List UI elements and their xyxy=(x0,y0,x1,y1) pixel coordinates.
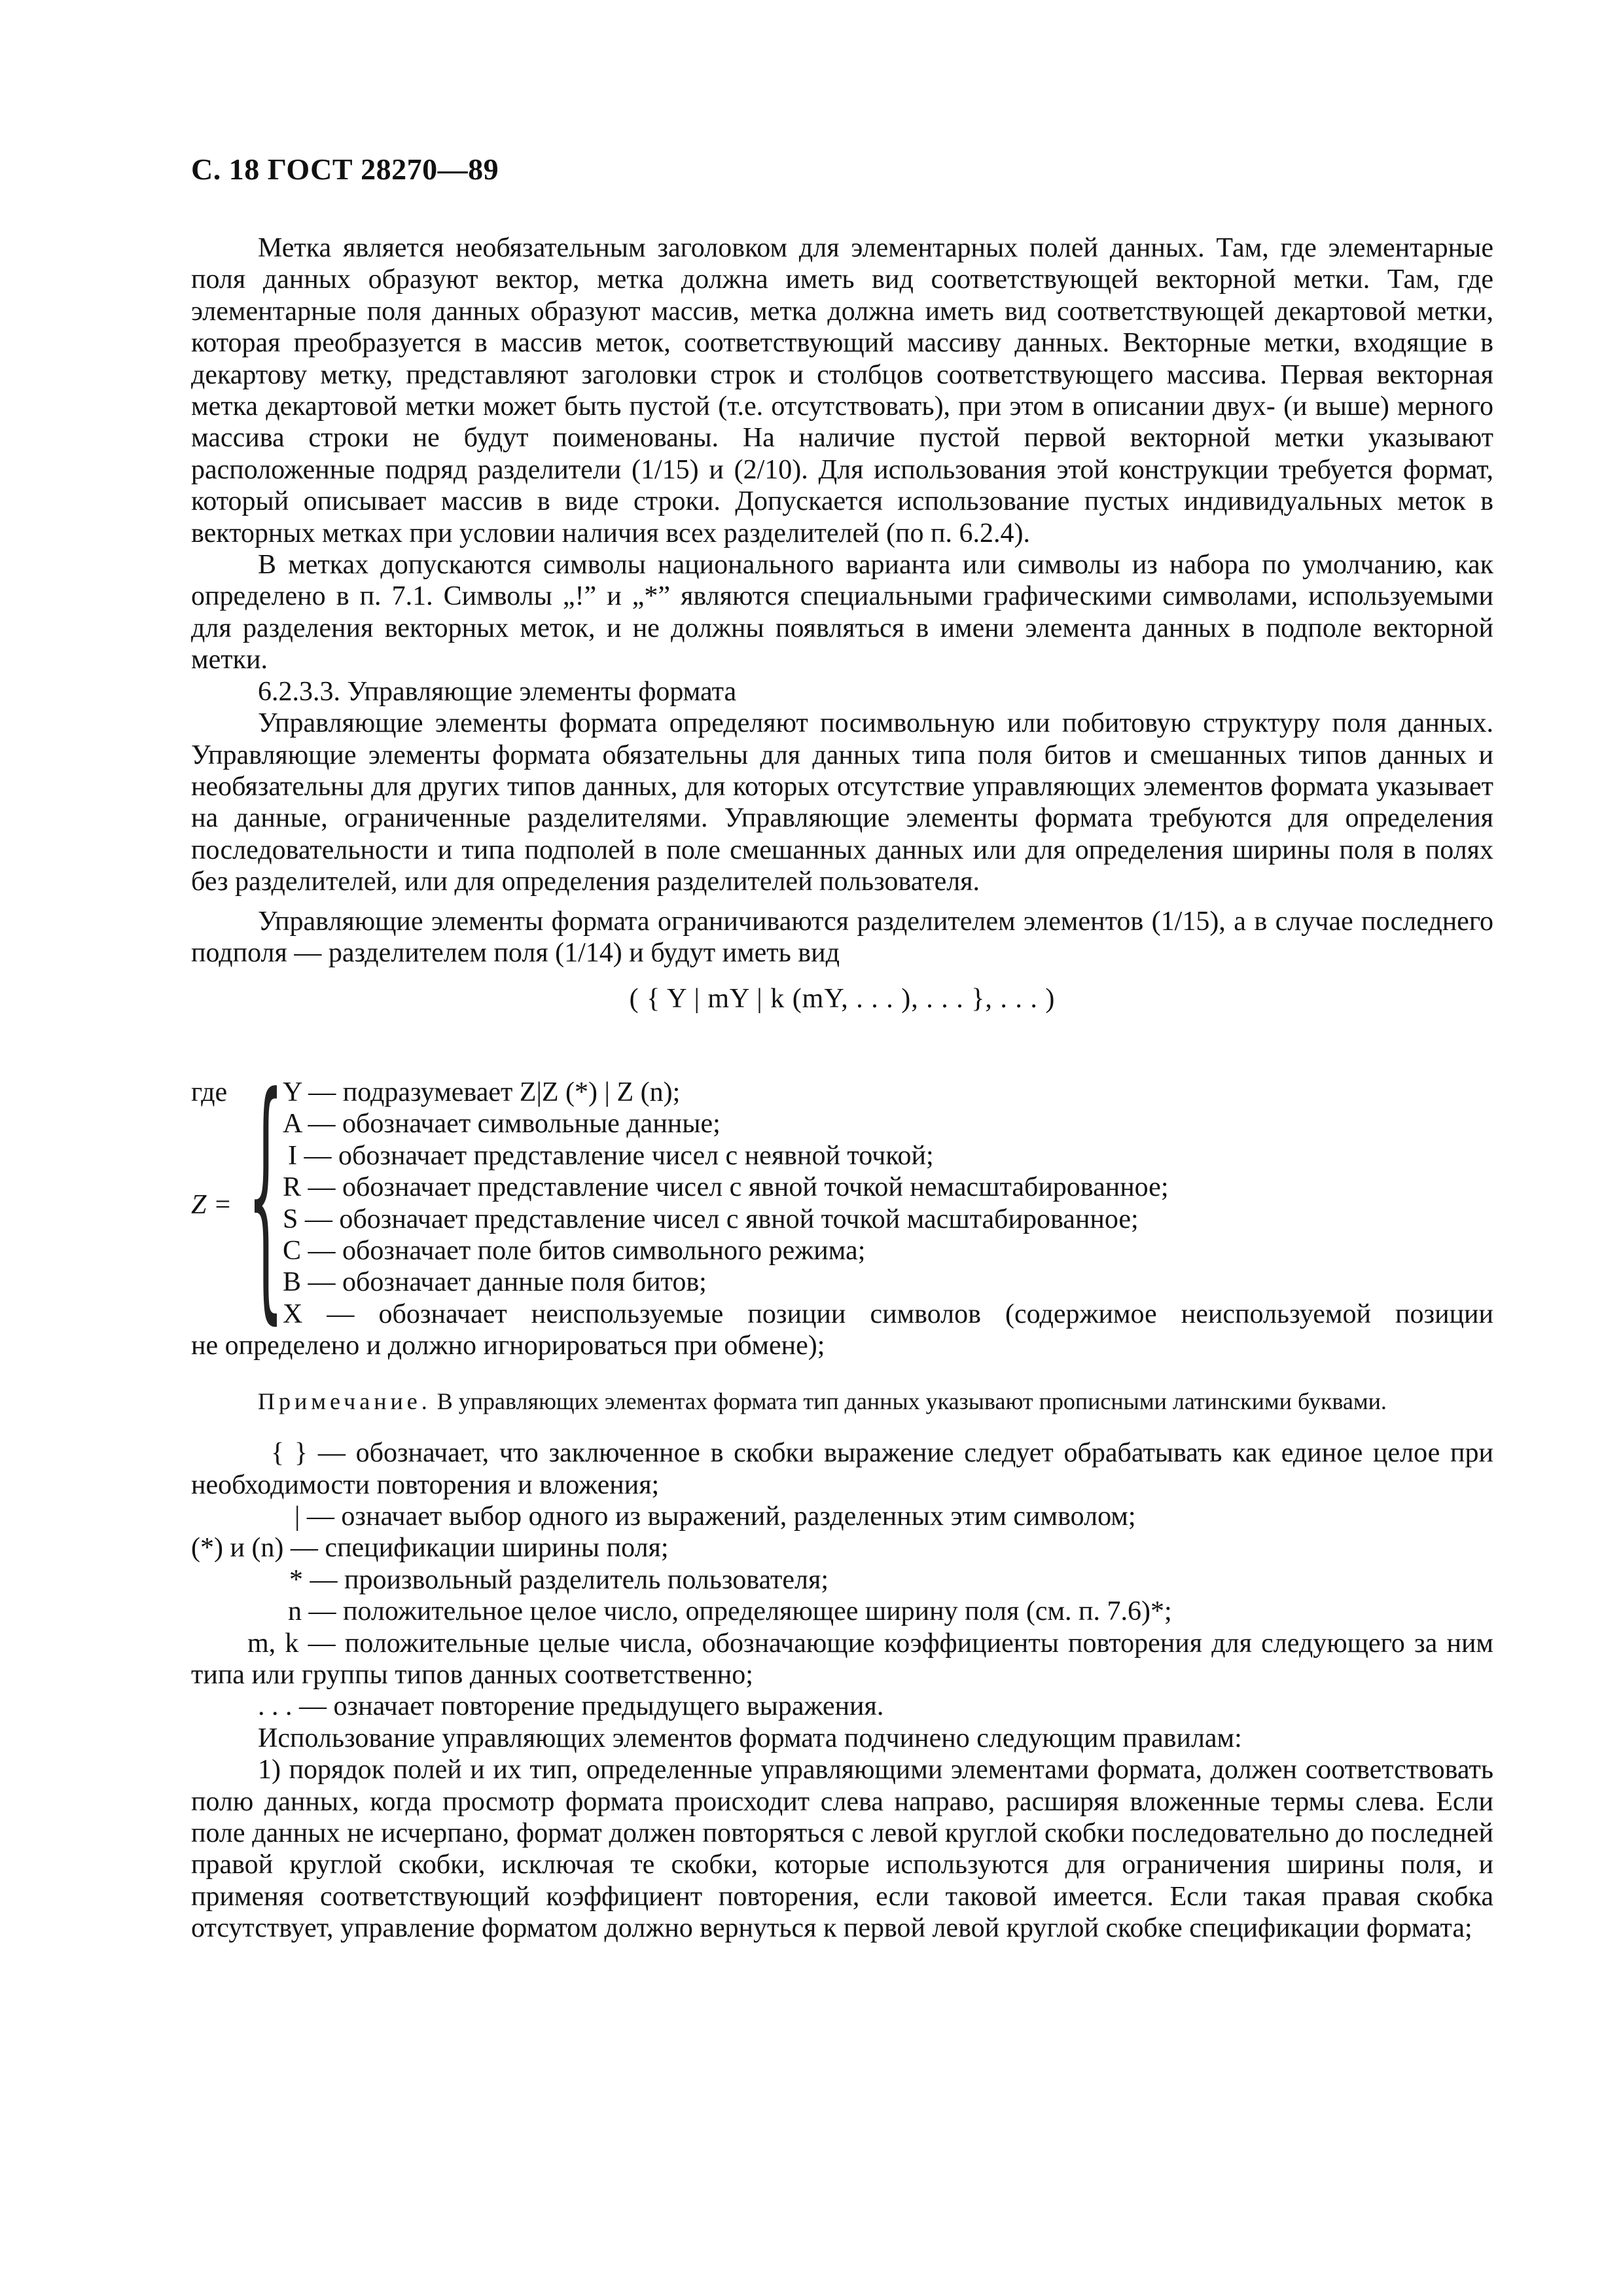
note-text: В управляющих элементах формата тип данных указывают прописными латинскими буквами. xyxy=(431,1388,1387,1415)
definition-bar: | — означает выбор одного из выражений, разделенных этим символом; xyxy=(294,1501,1136,1532)
definition-ellipsis: . . . — означает повторение предыдущего выражения. xyxy=(258,1691,884,1722)
definition-braces: { } — обозначает, что заключенное в скобки выражение следует обрабатывать как единое целое при необходимости повторения и вложения; xyxy=(191,1438,1493,1500)
where-line-y: Y — подразумевает Z|Z (*) | Z (n); xyxy=(283,1077,681,1107)
paragraph-label-symbols: В метках допускаются символы национального варианта или символы из набора по умолчанию, как определено в п. 7.1. Символы „!” и „*” являются специальными графическими символами, используемыми для разделения векторных меток, и не должны появляться в имени элемента данных в подполе векторной метки. xyxy=(191,550,1493,675)
definition-n: n — положительное целое число, определяющее ширину поля (см. п. 7.6)*; xyxy=(288,1596,1172,1627)
page-header: С. 18 ГОСТ 28270—89 xyxy=(191,152,499,186)
where-line-b: B — обозначает данные поля битов; xyxy=(283,1266,707,1297)
section-heading: 6.2.3.3. Управляющие элементы формата xyxy=(258,676,737,707)
paragraph-format-controls: Управляющие элементы формата определяют посимвольную или побитовую структуру поля данных. Управляющие элементы формата обязательны для данных типа поля битов и смешанных типов данных и необязательны для других типов данных, для которых отсутствие управляющих элементов формата указывает на данные, ограниченные разделителями. Управляющие элементы формата требуются для определения последовательности и типа подполей в поле смешанных данных или для определения ширины поля в полях без разделителей, или для определения разделителей пользователя. xyxy=(191,708,1493,897)
note xyxy=(191,1388,1493,1415)
format-formula: ( { Y | mY | k (mY, . . . ), . . . }, . . . ) xyxy=(629,984,1056,1014)
where-label: где xyxy=(191,1077,228,1107)
where-line-s: S — обозначает представление чисел с явной точкой масштабированное; xyxy=(283,1204,1139,1234)
paragraph-label-description: Метка является необязательным заголовком для элементарных полей данных. Там, где элементарные поля данных образуют вектор, метка должна иметь вид соответствующей векторной метки. Там, где элементарные поля данных образуют массив, метка должна иметь вид соответствующей декартовой метки, которая преобразуется в массив меток, соответствующий массиву данных. Векторные метки, входящие в декартову метку, представляют заголовки строк и столбцов соответствующего массива. Первая векторная метка декартовой метки может быть пустой (т.е. отсутствовать), при этом в описании двух- (и выше) мерного массива строки не будут поименованы. На наличие пустой первой векторной метки указывают расположенные подряд разделители (1/15) и (2/10). Для использования этой конструкции требуется формат, который описывает массив в виде строки. Допускается использование пустых индивидуальных меток в векторных метках при условии наличия всех разделителей (по п. 6.2.4). xyxy=(191,233,1493,548)
left-brace-icon: { xyxy=(247,1041,284,1346)
where-line-r: R — обозначает представление чисел с явной точкой немасштабированное; xyxy=(283,1172,1169,1202)
note-label: Примечание. xyxy=(258,1388,431,1415)
where-line-i: I — обозначает представление чисел с неявной точкой; xyxy=(288,1140,934,1171)
paragraph-format-delimiters: Управляющие элементы формата ограничиваются разделителем элементов (1/15), а в случае последнего подполя — разделителем поля (1/14) и будут иметь вид xyxy=(191,906,1493,968)
z-equals-label: Z = xyxy=(191,1189,232,1220)
definition-asterisk: * — произвольный разделитель пользователя; xyxy=(289,1564,829,1595)
where-line-a: A — обозначает символьные данные; xyxy=(283,1108,721,1139)
definition-width-spec: (*) и (n) — спецификации ширины поля; xyxy=(191,1533,669,1564)
where-line-c: C — обозначает поле битов символьного режима; xyxy=(283,1235,866,1266)
symbol-definitions xyxy=(191,1437,1493,1723)
document-body xyxy=(191,232,1493,1945)
paragraph-rule-1: 1) порядок полей и их тип, определенные управляющими элементами формата, должен соответствовать полю данных, когда просмотр формата происходит слева направо, расширяя вложенные термы слева. Если поле данных не исчерпано, формат должен повторяться с левой круглой скобки последовательно до последней правой круглой скобки, исключая те скобки, которые используются для ограничения ширины поля, и применяя соответствующий коэффициент повторения, если таковой имеется. Если такая правая скобка отсутствует, управление форматом должно вернуться к первой левой круглой скобке спецификации формата; xyxy=(191,1755,1493,1944)
paragraph-rules-intro: Использование управляющих элементов формата подчинено следующим правилам: xyxy=(258,1723,1242,1753)
where-line-x: X — обозначает неиспользуемые позиции символов (содержимое неиспользуемой позиции xyxy=(283,1299,1493,1329)
definition-m-k: m, k — положительные целые числа, обозначающие коэффициенты повторения для следующего за ним типа или группы типов данных соответственно; xyxy=(191,1628,1493,1690)
where-continuation: не определено и должно игнорироваться при обмене); xyxy=(191,1330,825,1361)
